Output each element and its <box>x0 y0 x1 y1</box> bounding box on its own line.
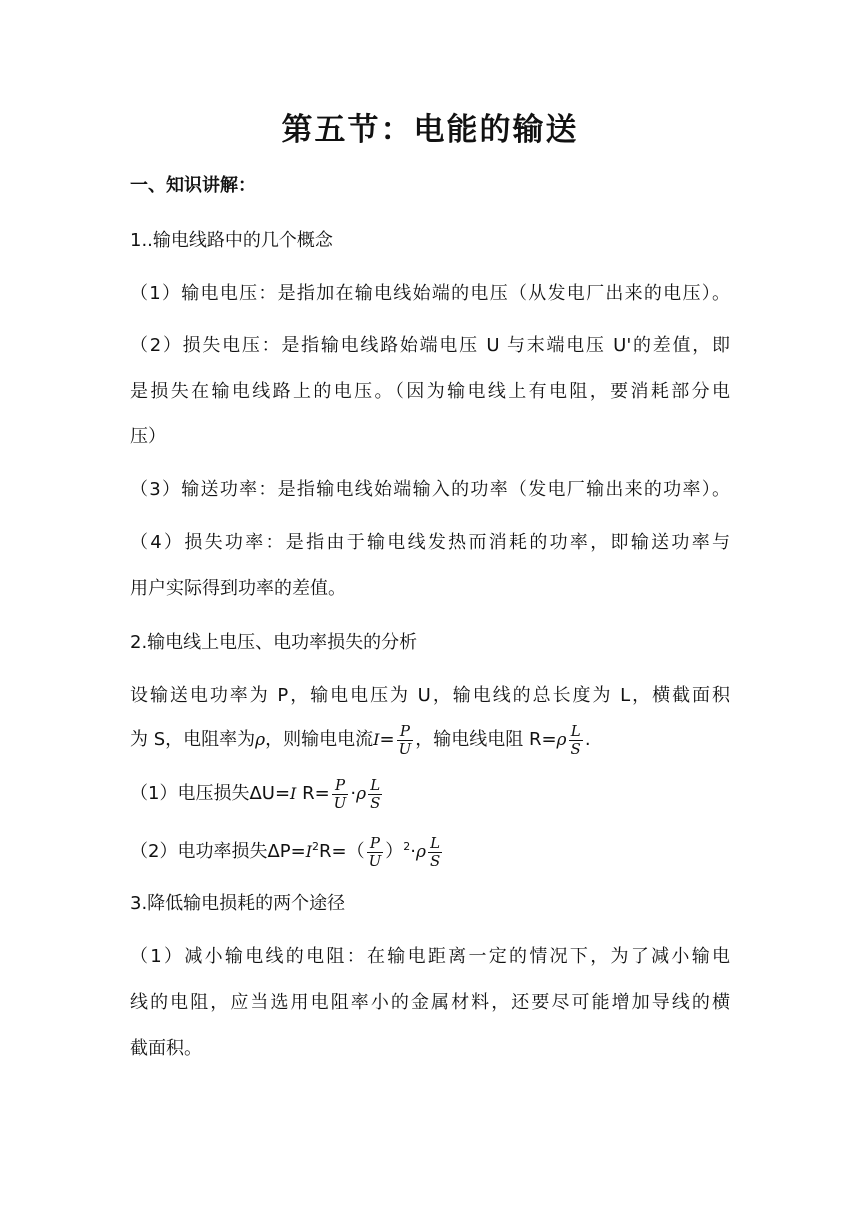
reduce-resistance-line-1: （1）减小输电线的电阻：在输电距离一定的情况下，为了减小输电 <box>130 946 730 967</box>
fraction-l-over-s: $\frac{L}{S}$ <box>570 721 581 758</box>
analysis-setup-line-2 <box>130 720 730 760</box>
heading-loss-analysis: 2.输电线上电压、电功率损失的分析 <box>130 632 418 653</box>
rho-symbol: ρ <box>255 730 266 750</box>
current-symbol: I <box>290 784 297 803</box>
fraction-p-over-u: $\frac{P}{U}$ <box>368 833 382 870</box>
power-loss-formula <box>130 827 730 872</box>
reduce-resistance-line-2: 线的电阻，应当选用电阻率小的金属材料，还要尽可能增加导线的横 <box>130 992 730 1013</box>
heading-concepts: 1..输电线路中的几个概念 <box>130 230 333 251</box>
concept-voltage-loss-line-3: 压） <box>130 426 166 447</box>
analysis-text-a: 为 S，电阻率为 <box>130 729 256 750</box>
square-exponent: 2 <box>403 840 411 853</box>
rho-symbol: ρ <box>356 784 367 804</box>
concept-transmission-voltage: （1）输电电压：是指加在输电线始端的电压（从发电厂出来的电压）。 <box>130 283 730 304</box>
page-title: 第五节：电能的输送 <box>281 112 579 148</box>
concept-power-loss-line-2: 用户实际得到功率的差值。 <box>130 578 346 599</box>
dot-operator: · <box>350 783 357 804</box>
analysis-text-c: ，输电线电阻 R= <box>415 729 557 750</box>
voltage-loss-r: R= <box>296 783 330 804</box>
heading-reduce-loss: 3.降低输电损耗的两个途径 <box>130 893 346 914</box>
power-loss-r: R=（ <box>319 841 365 862</box>
section-heading: 一、知识讲解： <box>130 175 256 196</box>
close-paren: ） <box>385 841 404 862</box>
voltage-loss-formula <box>130 774 730 814</box>
concept-voltage-loss-line-2: 是损失在输电线路上的电压。（因为输电线上有电阻，要消耗部分电 <box>130 381 730 402</box>
analysis-text-b: ，则输电电流 <box>265 729 374 750</box>
rho-symbol: ρ <box>556 730 567 750</box>
dot-operator: · <box>410 841 417 862</box>
fraction-l-over-s: $\frac{L}{S}$ <box>370 775 381 812</box>
rho-symbol: ρ <box>416 842 427 862</box>
fraction-l-over-s: $\frac{L}{S}$ <box>430 833 441 870</box>
equals-sign: = <box>379 729 395 750</box>
period: . <box>584 729 591 750</box>
fraction-p-over-u: $\frac{P}{U}$ <box>333 775 347 812</box>
fraction-p-over-u: $\frac{P}{U}$ <box>398 721 412 758</box>
square-exponent: 2 <box>312 840 320 853</box>
power-loss-text: （2）电功率损失ΔP= <box>130 841 306 862</box>
concept-transmission-power: （3）输送功率：是指输电线始端输入的功率（发电厂输出来的功率）。 <box>130 479 730 500</box>
current-symbol: I <box>373 730 380 749</box>
reduce-resistance-line-3: 截面积。 <box>130 1038 202 1059</box>
concept-power-loss-line-1: （4）损失功率：是指由于输电线发热而消耗的功率，即输送功率与 <box>130 532 730 553</box>
voltage-loss-text: （1）电压损失ΔU= <box>130 783 291 804</box>
analysis-setup-line-1: 设输送电功率为 P，输电电压为 U，输电线的总长度为 L，横截面积 <box>130 685 730 706</box>
current-symbol: I <box>305 842 313 861</box>
concept-voltage-loss-line-1: （2）损失电压：是指输电线路始端电压 U 与末端电压 U'的差值，即 <box>130 335 730 356</box>
